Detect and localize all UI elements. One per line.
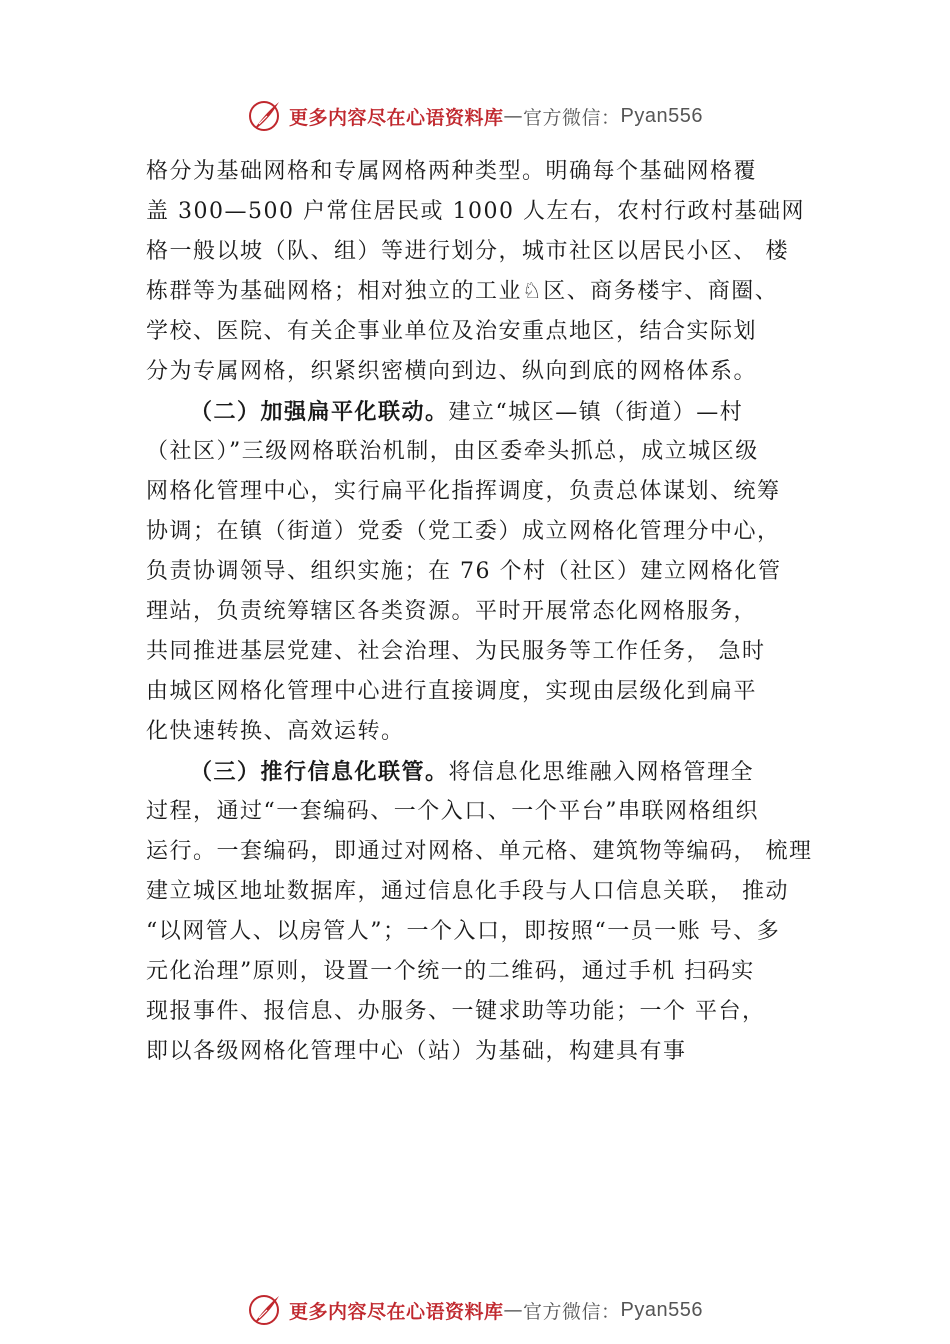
line-text: 负责协调领导、组织实施；在 76 个村（社区）建立网格化管: [146, 559, 782, 584]
line-text: 网格化管理中心，实行扁平化指挥调度，负责总体谋划、统筹: [146, 479, 781, 504]
line-text: 化快速转换、高效运转。: [146, 719, 405, 744]
text-line: [146, 992, 836, 1032]
line-text: 过程，通过“一套编码、一个入口、一个平台”串联网格组织: [146, 799, 759, 824]
line-text: 元化治理”原则，设置一个统一的二维码，通过手机 扫码实: [146, 959, 755, 984]
text-line: [146, 512, 836, 552]
line-text: 共同推进基层党建、社会治理、为民服务等工作任务， 急时: [146, 639, 766, 664]
text-line: [146, 472, 836, 512]
text-line: [146, 792, 836, 832]
text-line: [146, 832, 836, 872]
section-heading: （三）推行信息化联管。: [190, 759, 449, 785]
text-line: [146, 672, 836, 712]
line-text: 栋群等为基础网格；相对独立的工业♘区、商务楼宇、商圈、: [146, 279, 779, 304]
banner-wechat-label: 官方微信：: [523, 106, 621, 129]
line-text: 盖 300—500 户常住居民或 1000 人左右，农村行政村基础网: [146, 199, 805, 224]
line-text: 运行。一套编码，即通过对网格、单元格、建筑物等编码， 梳理: [146, 839, 813, 864]
line-text: 现报事件、报信息、办服务、一键求助等功能；一个 平台，: [146, 999, 766, 1024]
text-line: [146, 312, 836, 352]
banner-wechat-id: Pyan556: [620, 1298, 703, 1321]
line-text: 分为专属网格，织紧织密横向到边、纵向到底的网格体系。: [146, 359, 758, 384]
section-heading: （二）加强扁平化联动。: [190, 399, 449, 425]
banner-main-text: 更多内容尽在心语资料库: [289, 106, 504, 129]
text-line: [146, 952, 836, 992]
text-line: [146, 912, 836, 952]
line-text: 即以各级网格化管理中心（站）为基础，构建具有事: [146, 1039, 687, 1064]
footer-banner: [0, 1290, 950, 1330]
text-line: [146, 712, 836, 752]
document-body: [146, 152, 836, 1072]
line-text: 格一般以坡（队、组）等进行划分，城市社区以居民小区、 楼: [146, 239, 789, 264]
text-line: [146, 432, 836, 472]
text-line: [146, 192, 836, 232]
line-text: 由城区网格化管理中心进行直接调度，实现由层级化到扁平: [146, 679, 758, 704]
text-line: [146, 392, 836, 432]
text-line: [146, 1032, 836, 1072]
text-line: [146, 232, 836, 272]
line-text: 学校、医院、有关企事业单位及治安重点地区，结合实际划: [146, 319, 758, 344]
quill-logo-icon: [247, 98, 283, 134]
text-line: [146, 632, 836, 672]
text-line: [146, 152, 836, 192]
line-text: 协调；在镇（街道）党委（党工委）成立网格化管理分中心，: [146, 519, 781, 544]
header-banner: [0, 96, 950, 136]
banner-dash: —: [503, 105, 524, 127]
line-text: 将信息化思维融入网格管理全: [448, 760, 755, 785]
text-line: [146, 352, 836, 392]
quill-logo-icon: [247, 1292, 283, 1328]
text-line: [146, 872, 836, 912]
text-line: [146, 272, 836, 312]
line-text: “以网管人、以房管人”；一个入口，即按照“一员一账 号、多: [146, 919, 781, 944]
banner-dash: —: [503, 1299, 524, 1321]
banner-wechat-label: 官方微信：: [523, 1300, 621, 1323]
text-line: [146, 552, 836, 592]
line-text: 格分为基础网格和专属网格两种类型。明确每个基础网格覆: [146, 159, 758, 184]
line-text: （社区）”三级网格联治机制，由区委牵头抓总，成立城区级: [146, 439, 759, 464]
text-line: [146, 592, 836, 632]
line-text: 建立城区地址数据库，通过信息化手段与人口信息关联， 推动: [146, 879, 789, 904]
banner-main-text: 更多内容尽在心语资料库: [289, 1300, 504, 1323]
text-line: [146, 752, 836, 792]
line-text: 理站，负责统筹辖区各类资源。平时开展常态化网格服务，: [146, 599, 758, 624]
banner-wechat-id: Pyan556: [620, 104, 703, 127]
line-text: 建立“城区—镇（街道）—村: [448, 400, 744, 425]
